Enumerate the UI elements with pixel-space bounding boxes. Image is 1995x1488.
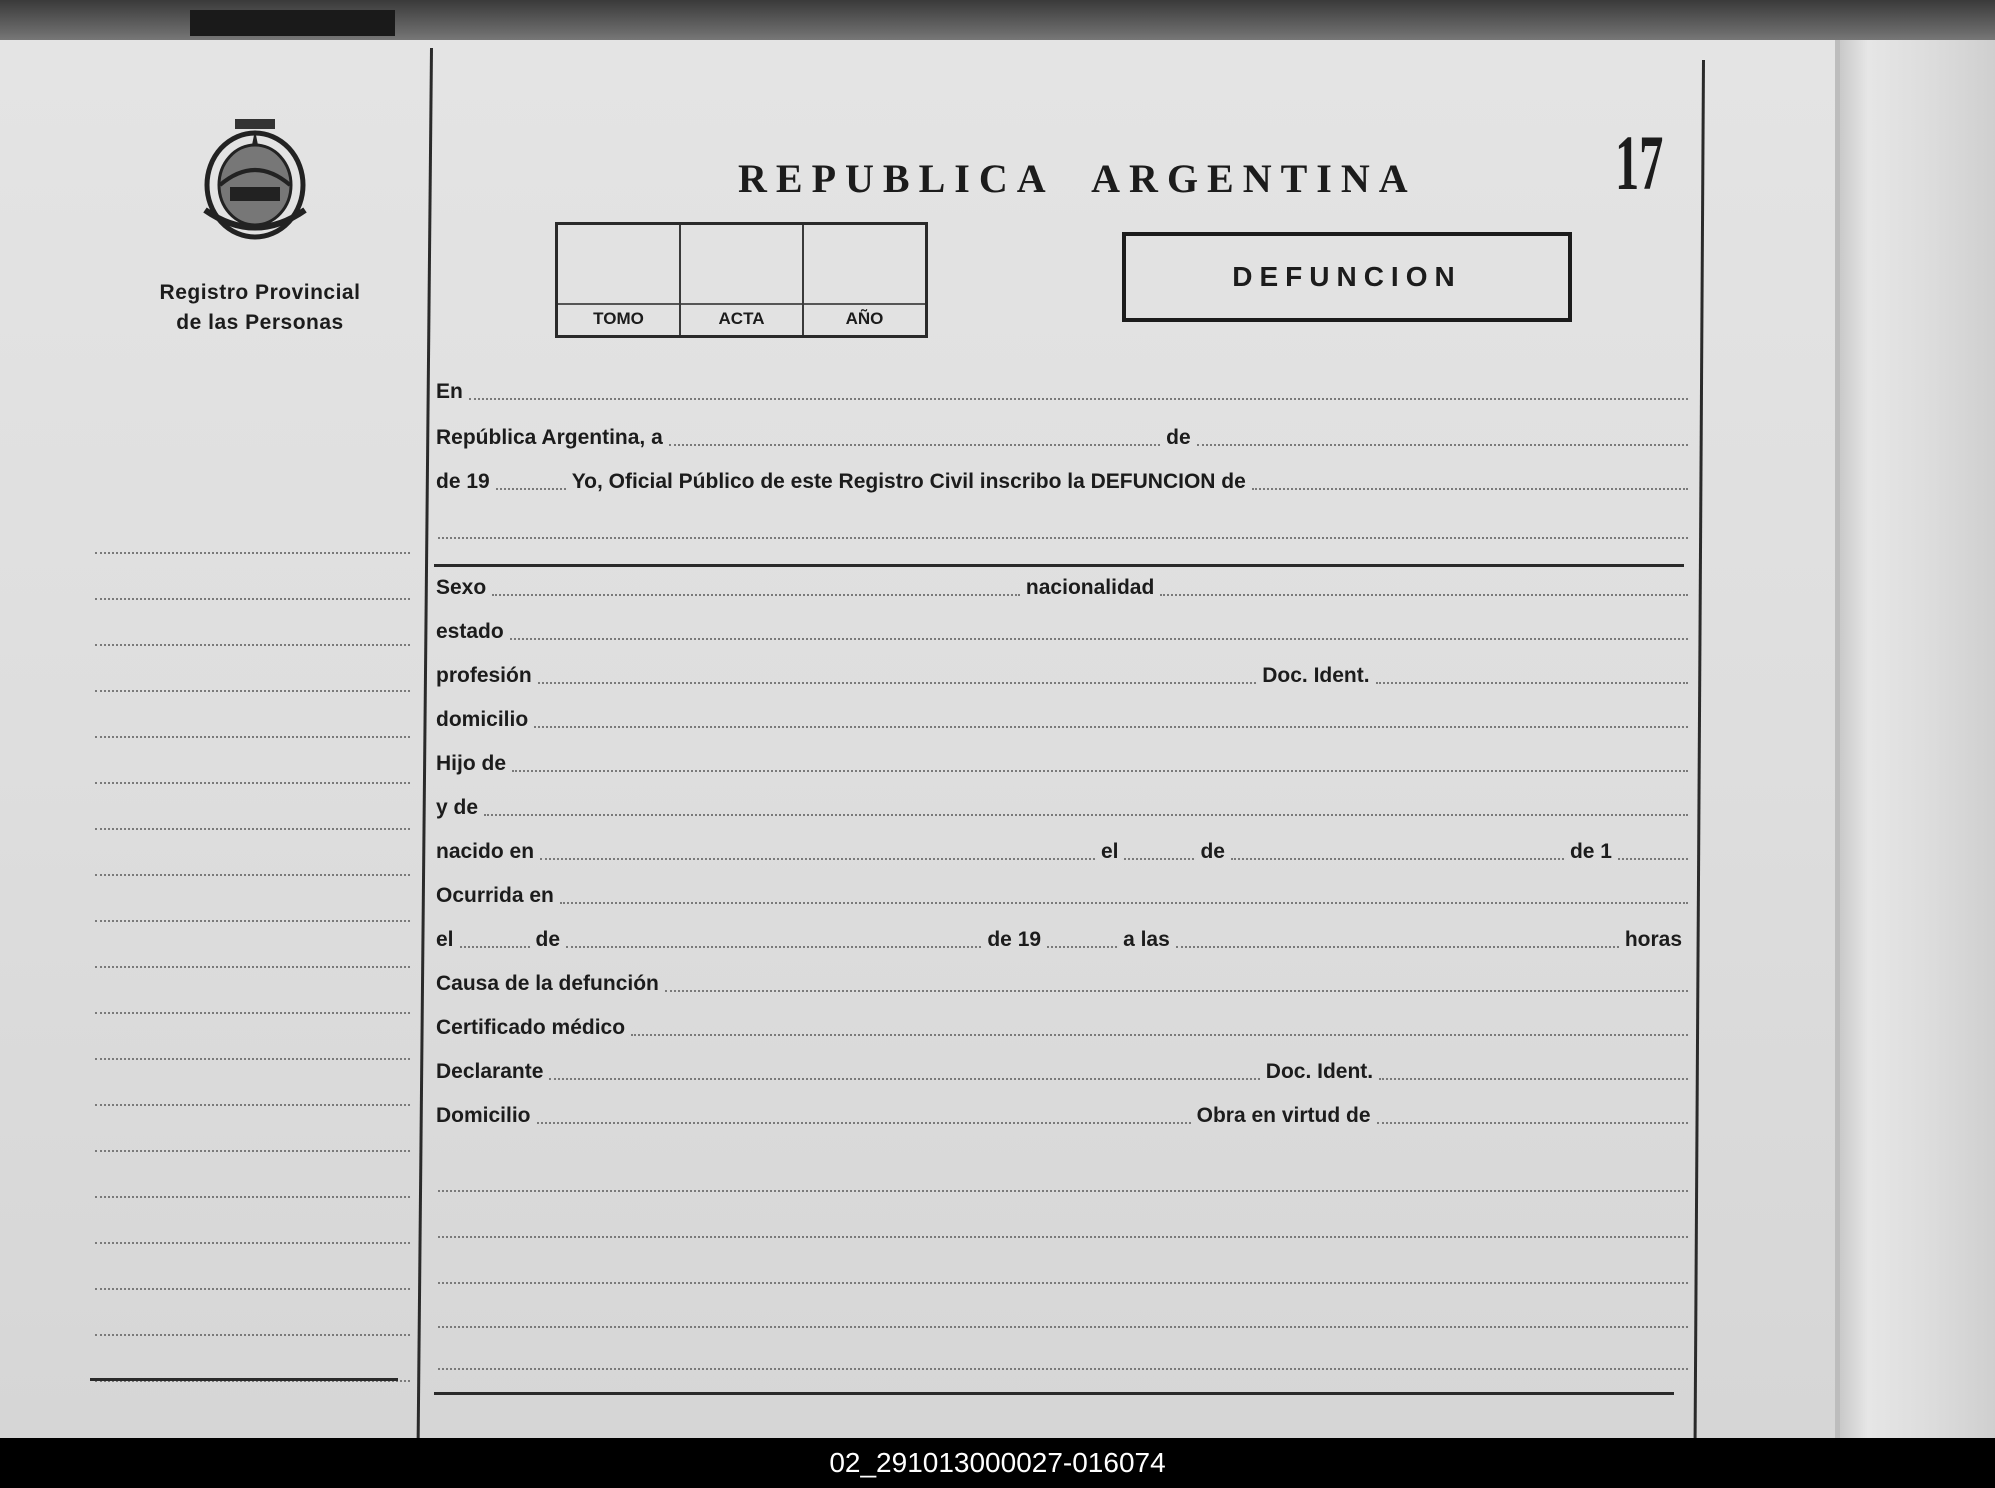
left-margin-line[interactable] xyxy=(95,922,410,968)
label-a-las: a las xyxy=(1123,928,1170,951)
field-year[interactable] xyxy=(496,487,566,490)
left-margin-line[interactable] xyxy=(95,1106,410,1152)
field-causa[interactable] xyxy=(665,989,1688,992)
left-margin-line[interactable] xyxy=(95,554,410,600)
label-el: el xyxy=(1100,840,1119,863)
label-domicilio: domicilio xyxy=(436,708,529,731)
row-fecha-hora xyxy=(430,928,1688,954)
registry-line-2: de las Personas xyxy=(176,311,344,334)
left-margin-line[interactable] xyxy=(95,784,410,830)
record-reference-box xyxy=(555,222,928,338)
row-estado xyxy=(430,620,1688,646)
form-closing-rule xyxy=(434,1392,1674,1395)
field-death-day[interactable] xyxy=(460,945,530,948)
left-margin-line[interactable] xyxy=(95,600,410,646)
left-margin-line[interactable] xyxy=(95,1290,410,1336)
label-domicilio-2: Domicilio xyxy=(436,1104,531,1127)
field-doc-ident-2[interactable] xyxy=(1379,1077,1688,1080)
row-certificado xyxy=(430,1016,1688,1042)
field-birth-year[interactable] xyxy=(1618,857,1688,860)
section-rule xyxy=(434,564,1684,567)
country-title: REPUBLICA ARGENTINA xyxy=(738,156,1417,201)
left-margin-line[interactable] xyxy=(95,738,410,784)
left-margin-lines xyxy=(95,508,410,1382)
row-causa xyxy=(430,972,1688,998)
left-margin-line[interactable] xyxy=(95,1060,410,1106)
left-margin-line[interactable] xyxy=(95,1198,410,1244)
field-death-month[interactable] xyxy=(566,945,981,948)
label-doc-ident: Doc. Ident. xyxy=(1262,664,1370,687)
label-republica-a: República Argentina, a xyxy=(436,426,663,449)
left-margin-line[interactable] xyxy=(95,830,410,876)
row-en xyxy=(430,380,1688,406)
field-father[interactable] xyxy=(512,769,1688,772)
label-de: de xyxy=(535,928,561,951)
image-id: 02_291013000027-016074 xyxy=(829,1447,1166,1478)
photo-top-dark-band xyxy=(190,10,395,36)
row-hijo-de xyxy=(430,752,1688,778)
left-margin-line[interactable] xyxy=(95,876,410,922)
field-deceased-name-cont[interactable] xyxy=(438,537,1688,539)
field-place[interactable] xyxy=(669,443,1160,446)
field-certificado[interactable] xyxy=(631,1033,1688,1036)
label-sexo: Sexo xyxy=(436,576,487,599)
row-nacido xyxy=(430,840,1688,866)
field-month[interactable] xyxy=(1197,443,1688,446)
field-declarante[interactable] xyxy=(549,1077,1259,1080)
label-en: En xyxy=(436,380,463,403)
label-nacido-en: nacido en xyxy=(436,840,535,863)
label-de-1: de 1 xyxy=(1569,840,1612,863)
field-nacionalidad[interactable] xyxy=(1160,593,1688,596)
acta-label: ACTA xyxy=(718,309,765,328)
left-margin-line[interactable] xyxy=(95,508,410,554)
field-death-year[interactable] xyxy=(1047,945,1117,948)
label-estado: estado xyxy=(436,620,504,643)
field-death-time[interactable] xyxy=(1176,945,1619,948)
label-horas: horas xyxy=(1624,928,1682,951)
field-notes-line[interactable] xyxy=(438,1326,1688,1328)
label-profesion: profesión xyxy=(436,664,532,687)
label-de: de xyxy=(1166,426,1191,449)
field-notes-line[interactable] xyxy=(438,1236,1688,1238)
label-obra-virtud: Obra en virtud de xyxy=(1196,1104,1371,1127)
field-en[interactable] xyxy=(469,397,1688,400)
field-doc-ident[interactable] xyxy=(1376,681,1688,684)
left-margin-line[interactable] xyxy=(95,692,410,738)
field-birth-month[interactable] xyxy=(1231,857,1564,860)
row-declarante xyxy=(430,1060,1688,1086)
label-ocurrida-en: Ocurrida en xyxy=(436,884,554,907)
row-profesion xyxy=(430,664,1688,690)
acta-cell[interactable] xyxy=(681,225,804,335)
registry-name xyxy=(140,278,380,338)
label-de-19: de 19 xyxy=(436,470,490,493)
field-notes-line[interactable] xyxy=(438,1368,1688,1370)
field-birthplace[interactable] xyxy=(540,857,1095,860)
field-notes-line[interactable] xyxy=(438,1282,1688,1284)
ano-cell[interactable] xyxy=(804,225,925,335)
field-profesion[interactable] xyxy=(538,681,1257,684)
left-margin-line[interactable] xyxy=(95,968,410,1014)
page-number: 17 xyxy=(1615,119,1664,206)
field-death-place[interactable] xyxy=(560,901,1688,904)
label-doc-ident-2: Doc. Ident. xyxy=(1265,1060,1374,1083)
field-obra-virtud[interactable] xyxy=(1377,1121,1688,1124)
field-estado[interactable] xyxy=(510,637,1688,640)
row-sexo xyxy=(430,576,1688,602)
tomo-cell[interactable] xyxy=(558,225,681,335)
row-republica xyxy=(430,426,1688,452)
image-id-bar xyxy=(0,1438,1995,1488)
field-birth-day[interactable] xyxy=(1124,857,1194,860)
field-sexo[interactable] xyxy=(492,593,1020,596)
field-deceased-name[interactable] xyxy=(1252,487,1688,490)
row-domicilio xyxy=(430,708,1688,734)
label-el: el xyxy=(436,928,454,951)
label-y-de: y de xyxy=(436,796,479,819)
left-margin-line[interactable] xyxy=(95,646,410,692)
left-margin-line[interactable] xyxy=(95,1244,410,1290)
label-de-19: de 19 xyxy=(987,928,1042,951)
left-closing-rule xyxy=(90,1378,398,1381)
label-hijo-de: Hijo de xyxy=(436,752,507,775)
left-margin-line[interactable] xyxy=(95,1014,410,1060)
field-mother[interactable] xyxy=(484,813,1688,816)
photo-right-background xyxy=(1840,40,1995,1440)
row-y-de xyxy=(430,796,1688,822)
left-margin-line[interactable] xyxy=(95,1152,410,1198)
registry-line-1: Registro Provincial xyxy=(159,281,361,304)
tomo-label: TOMO xyxy=(593,309,644,328)
ano-label: AÑO xyxy=(845,309,884,328)
row-yo-oficial xyxy=(430,470,1688,496)
row-ocurrida xyxy=(430,884,1688,910)
label-de: de xyxy=(1200,840,1225,863)
provincial-seal-icon xyxy=(190,115,320,250)
field-domicilio-2[interactable] xyxy=(537,1121,1191,1124)
record-type-box: DEFUNCION xyxy=(1122,232,1572,322)
label-nacionalidad: nacionalidad xyxy=(1025,576,1155,599)
left-margin-line[interactable] xyxy=(95,1336,410,1382)
row-domicilio-2 xyxy=(430,1104,1688,1130)
field-notes-line[interactable] xyxy=(438,1190,1688,1192)
label-yo-oficial: Yo, Oficial Público de este Registro Civil inscribo la DEFUNCION de xyxy=(571,470,1246,493)
field-domicilio[interactable] xyxy=(534,725,1688,728)
label-causa: Causa de la defunción xyxy=(436,972,659,995)
label-certificado: Certificado médico xyxy=(436,1016,626,1039)
label-declarante: Declarante xyxy=(436,1060,544,1083)
